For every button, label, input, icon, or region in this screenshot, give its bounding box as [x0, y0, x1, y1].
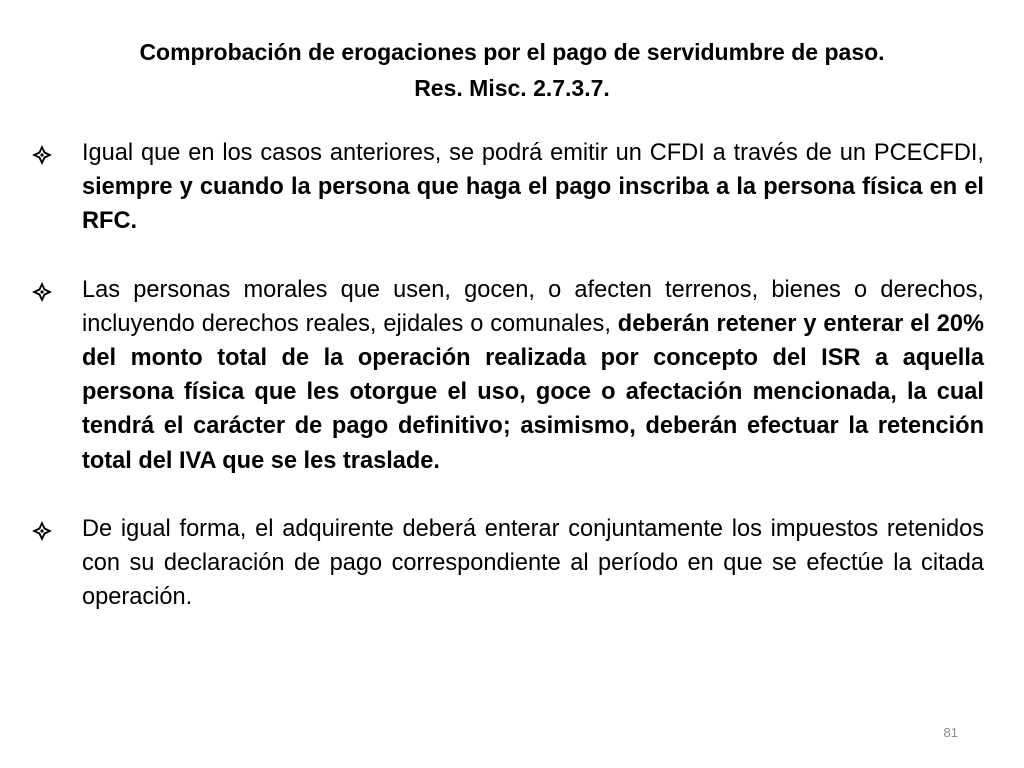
bullet-list	[32, 136, 984, 648]
bullet-text: Las personas morales que usen, gocen, o afecten terrenos, bienes o derechos, incluyendo derechos reales, ejidales o comunales,	[82, 276, 984, 337]
diamond-bullet-icon	[32, 521, 52, 541]
slide-subtitle: Res. Misc. 2.7.3.7.	[414, 75, 610, 101]
bullet-text: Igual que en los casos anteriores, se podrá emitir un CFDI a través de un PCECFDI,	[82, 140, 984, 166]
bullet-item	[32, 273, 984, 478]
diamond-bullet-icon	[32, 145, 52, 165]
slide-title: Comprobación de erogaciones por el pago de servidumbre de paso.	[139, 39, 885, 65]
page-number: 81	[943, 725, 958, 740]
bullet-text-bold: siempre y cuando la persona que haga el pago inscriba a la persona física en el RFC.	[82, 174, 984, 235]
bullet-text-bold: deberán retener y enterar el 20% del monto total de la operación realizada por concepto del ISR a aquella persona física que les otorgue el uso, goce o afectación mencionada, la cual tendrá el carácter de pago definitivo; asimismo, deberán efectuar la retención total del IVA que se les traslade.	[82, 310, 984, 474]
diamond-bullet-icon	[32, 282, 52, 302]
bullet-text: De igual forma, el adquirente deberá enterar conjuntamente los impuestos retenidos con su declaración de pago correspondiente al período en que se efectúe la citada operación.	[82, 515, 984, 611]
bullet-item	[32, 136, 984, 239]
bullet-item	[32, 512, 984, 615]
